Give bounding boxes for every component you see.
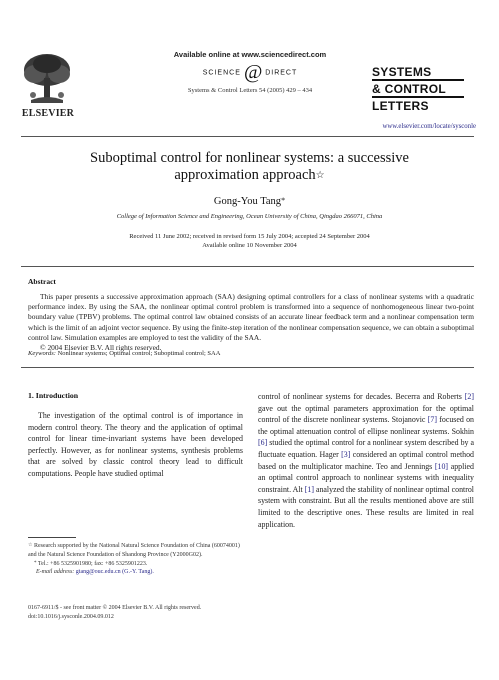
journal-logo-bar — [372, 79, 464, 81]
abstract-top-divider — [21, 266, 474, 267]
right-column-text — [258, 391, 474, 530]
text-run: considered an optimal control method based on the multiplicator machine. Teo and Jennings — [258, 449, 474, 471]
article-title — [40, 150, 459, 184]
keywords-label: Keywords: — [28, 350, 56, 357]
title-line-2-text: approximation approach — [174, 167, 316, 183]
issn-line: 0167-6911/$ - see front matter © 2004 Elsevier B.V. All rights reserved. — [28, 605, 202, 611]
title-line-2 — [40, 167, 459, 184]
text-run: focused on the optimal attenuation control of ellipse nonlinear systems. Sokhin — [258, 415, 474, 436]
sciencedirect-logo[interactable] — [160, 61, 340, 84]
journal-logo-line2: & CONTROL — [372, 82, 447, 96]
author-affiliation: College of Information Science and Engineering, Ocean University of China, Qingdao 266071, China — [116, 213, 383, 220]
left-column-text — [28, 410, 243, 480]
journal-logo-line1: SYSTEMS — [372, 65, 432, 79]
received-dates: Received 11 June 2002; received in revised form 15 July 2004; accepted 24 September 2004 — [129, 233, 370, 240]
journal-logo-bar — [372, 96, 464, 98]
sciencedirect-right: DIRECT — [265, 69, 298, 77]
abstract-copyright: © 2004 Elsevier B.V. All rights reserved. — [40, 343, 162, 353]
footnote-contact — [28, 560, 243, 569]
email-label: E-mail address: — [36, 569, 75, 576]
front-matter-info — [28, 604, 288, 622]
abstract-bottom-divider — [21, 367, 474, 368]
footnotes — [28, 542, 243, 577]
author-footnote-mark[interactable]: * — [281, 196, 286, 205]
citation-link-6[interactable]: [6] — [258, 438, 268, 448]
footnote-funding — [28, 542, 243, 560]
footnote-funding-text: Research supported by the National Natural Science Foundation of China (60074001) and the Natural Science Foundation of Shandong Province (Y2000G02). — [28, 543, 240, 558]
keywords-list: Nonlinear systems; Optimal control; Suboptimal control; SAA — [57, 350, 221, 357]
citation-link-3[interactable]: [3] — [341, 449, 351, 459]
intro-paragraph-left: The investigation of the optimal control is of importance in modern control theory. The theory and the application of optimal control for linear time-invariant systems have been developed perfectly. However, as for nonlinear systems, synthesis problems that are solved by classic control theory lead to difficult computations. People have studied optimal — [28, 411, 243, 478]
sciencedirect-left: SCIENCE — [202, 69, 241, 77]
publisher-name: ELSEVIER — [21, 108, 75, 119]
author-name: Gong-You Tang — [213, 196, 282, 207]
article-dates — [30, 232, 469, 250]
text-run: control of nonlinear systems for decades. Becerra and Roberts — [258, 392, 462, 401]
text-run: gave out the optimal parameters approximation for the optimal control of the discrete nonlinear systems. Stojanovic — [258, 403, 474, 425]
available-online-date: Available online 10 November 2004 — [202, 242, 297, 249]
title-footnote-mark[interactable]: ☆ — [315, 170, 325, 181]
footnote-mark-asterisk: * — [34, 560, 37, 566]
journal-citation: Systems & Control Letters 54 (2005) 429 – 434 — [187, 87, 313, 94]
footnote-contact-text: Tel.: +86 5325901980; fax: +86 5325901223. — [37, 560, 148, 567]
author-line — [40, 196, 459, 207]
sciencedirect-at: @ — [243, 61, 263, 83]
footnote-mark-star: ☆ — [28, 543, 33, 548]
section-heading-introduction: 1. Introduction — [28, 391, 79, 400]
footnote-divider — [28, 537, 76, 538]
citation-link-1[interactable]: [1] — [304, 484, 314, 494]
journal-logo — [372, 66, 464, 112]
elsevier-tree-logo-icon — [21, 50, 73, 106]
text-run: analyzed the stability of nonlinear optimal control system with constraint. But all the results mentioned above are still limited to the descriptive ones. These results are limited in real application. — [258, 484, 474, 529]
text-run: applied an optimal control approach to nonlinear systems with inequality constraint. Alt — [258, 461, 474, 494]
email-link[interactable]: gtang@ouc.edu.cn (G.-Y. Tang). — [75, 569, 154, 576]
journal-logo-line3: LETTERS — [372, 99, 429, 113]
title-line-1: Suboptimal control for nonlinear systems: a successive — [90, 150, 409, 166]
intro-paragraph-right — [258, 391, 474, 530]
keywords — [28, 350, 474, 357]
abstract-text: This paper presents a successive approximation approach (SAA) designing optimal controllers for a class of nonlinear systems with a quadratic performance index. By using the SAA, the nonlinear optimal control problem is transformed into a sequence of nonhomogeneous linear two-point boundary value (TPBV) problems. The optimal control law obtained consists of an accurate linear feedback term and a nonlinear compensation term which is the limit of an adjoint vector sequence. By using the finite-step iteration of the nonlinear compensation sequence, we can obtain a suboptimal control law. Simulation examples are employed to test the validity of the SAA. — [28, 292, 474, 342]
header-divider — [21, 136, 474, 137]
text-run: studied the optimal control for a nonlinear system described by a fluctuate equation. Hager — [258, 438, 474, 459]
citation-link-10[interactable]: [10] — [434, 461, 449, 471]
abstract-body — [28, 292, 474, 353]
abstract-heading: Abstract — [28, 277, 56, 286]
citation-link-2[interactable]: [2] — [464, 392, 474, 401]
doi-line[interactable]: doi:10.1016/j.sysconle.2004.09.012 — [28, 613, 114, 620]
available-online-text: Available online at www.sciencedirect.com — [173, 50, 327, 59]
footnote-email — [28, 568, 243, 577]
journal-url-link[interactable]: www.elsevier.com/locate/sysconle — [382, 123, 476, 130]
citation-link-7[interactable]: [7] — [427, 415, 437, 425]
